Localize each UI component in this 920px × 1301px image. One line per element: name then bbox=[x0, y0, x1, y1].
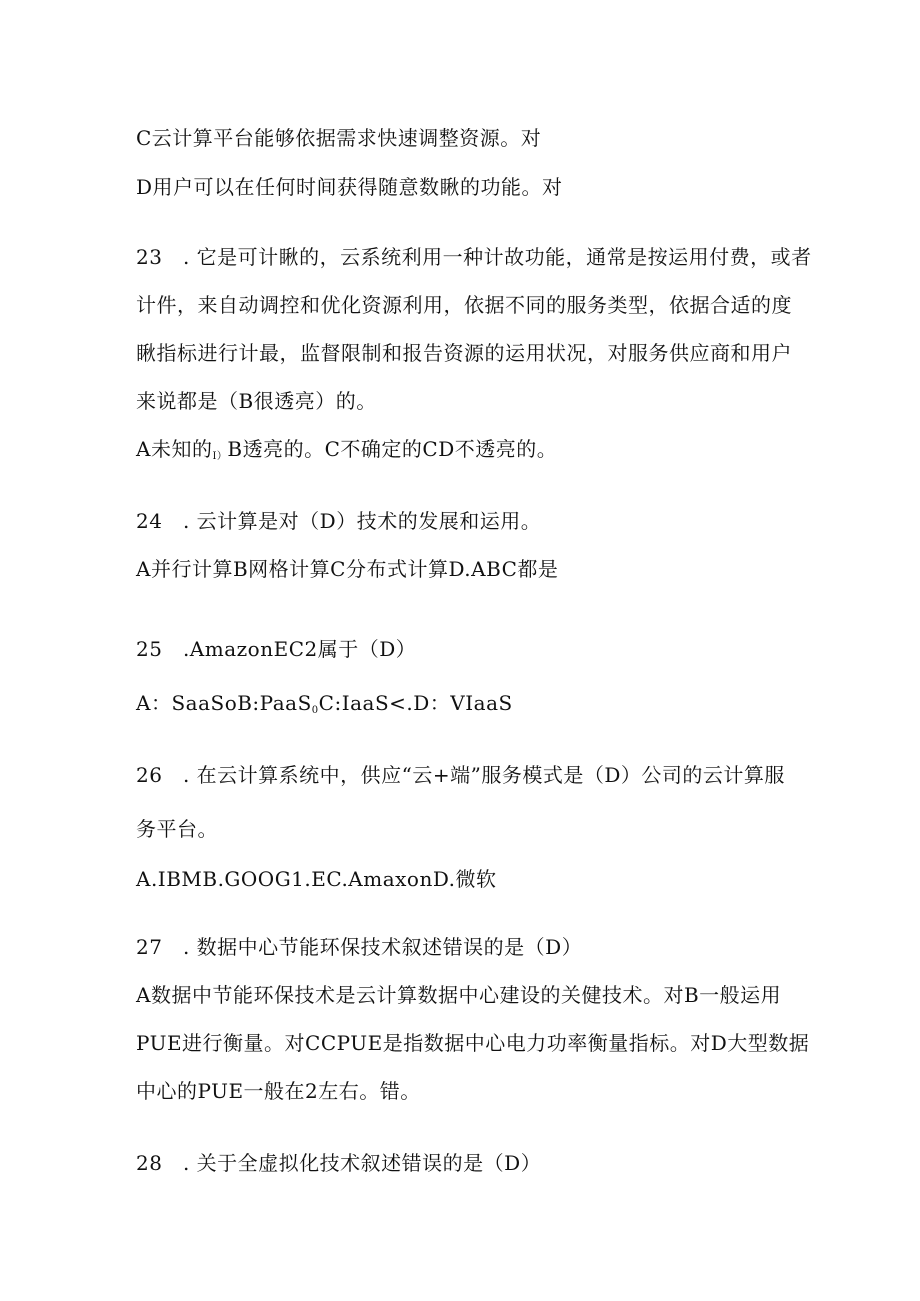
option-c-line: C云计算平台能够依据需求快速调整资源。对 bbox=[136, 126, 542, 150]
question-25-options bbox=[136, 690, 513, 724]
question-27-options-1: A数据中节能环保技术是云计算数据中心建设的关健技术。对B一般运用 bbox=[136, 983, 782, 1007]
question-23-line-4: 来说都是（B很透亮）的。 bbox=[136, 389, 377, 413]
question-23-line-1: 23 . 它是可计瞅的，云系统利用一种计故功能，通常是按运用付费，或者 bbox=[136, 245, 812, 269]
question-23-line-2: 计件，来自动调控和优化资源利用，依据不同的服务类型，依据合适的度 bbox=[136, 293, 792, 317]
q23-option-a: A未知的 bbox=[136, 437, 213, 461]
question-27-line: 27 . 数据中心节能环保技术叙述错误的是（D） bbox=[136, 935, 583, 959]
question-27-options-2: PUE进行衡量。对CCPUE是指数据中心电力功率衡量指标。对D大型数据 bbox=[136, 1031, 810, 1055]
question-24-line: 24 . 云计算是对（D）技术的发展和运用。 bbox=[136, 509, 542, 533]
question-26-line-2: 务平台。 bbox=[136, 817, 218, 841]
question-26-options: A.IBMB.GOOG1.EC.AmaxonD.微软 bbox=[136, 867, 497, 891]
question-28-line: 28 . 关于全虚拟化技术叙述错误的是（D） bbox=[136, 1151, 542, 1175]
question-27-options-3: 中心的PUE一般在2左右。错。 bbox=[136, 1079, 421, 1103]
question-23-line-3: 瞅指标进行计最，监督限制和报告资源的运用状况，对服务供应商和用户 bbox=[136, 341, 792, 365]
question-26-line-1: 26 . 在云计算系统中，供应“云+端”服务模式是（D）公司的云计算服 bbox=[136, 763, 785, 787]
option-d-line: D用户可以在任何时间获得随意数瞅的功能。对 bbox=[136, 175, 563, 199]
q25-option-ab: A：SaaSoB:PaaS bbox=[136, 691, 312, 715]
q25-option-cd: C:IaaS<.D：VIaaS bbox=[318, 691, 513, 715]
question-23-options bbox=[136, 436, 557, 470]
q23-option-bcd: B透亮的。C不确定的CD不透亮的。 bbox=[227, 437, 558, 461]
q25-subscript: 0 bbox=[311, 705, 319, 716]
question-24-options: A并行计算B网格计算C分布式计算D.ABC都是 bbox=[136, 557, 559, 581]
question-25-line: 25 .AmazonEC2属于（D） bbox=[136, 637, 417, 661]
q23-subscript: I） bbox=[212, 451, 228, 462]
